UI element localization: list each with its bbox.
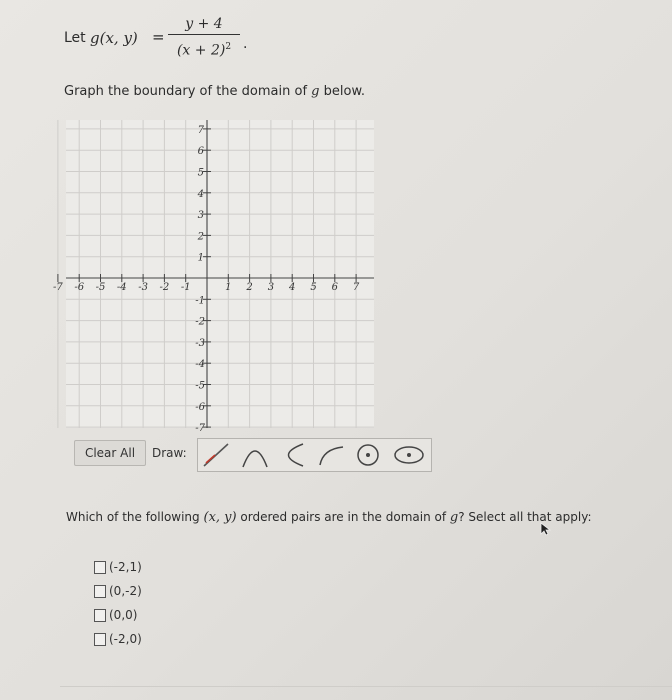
choice-item[interactable] — [94, 603, 142, 627]
x-tick-label: 5 — [310, 282, 317, 293]
function-lhs: g(x, y) — [90, 29, 138, 47]
mouse-cursor-icon — [540, 522, 552, 536]
x-tick-label: 7 — [352, 282, 360, 293]
choice-label: (0,-2) — [109, 584, 142, 598]
denominator-exponent: 2 — [225, 42, 232, 52]
instruction-text — [64, 84, 365, 99]
function-definition — [64, 14, 324, 70]
instruction-before: Graph the boundary of the domain of — [64, 84, 308, 99]
x-tick-label: -4 — [116, 282, 127, 293]
y-tick-label: -7 — [195, 423, 205, 435]
x-tick-label: -3 — [138, 282, 148, 293]
circle-icon[interactable] — [352, 441, 386, 469]
denominator — [168, 35, 240, 57]
draw-label: Draw: — [152, 446, 187, 460]
y-tick-label: 1 — [197, 252, 204, 264]
question-after: ? Select all that apply: — [458, 510, 592, 524]
question-before: Which of the following — [66, 510, 200, 524]
instruction-var: g — [311, 84, 320, 99]
choice-label: (0,0) — [109, 608, 138, 622]
y-tick-label: -6 — [195, 401, 205, 413]
question-var: g — [449, 510, 459, 525]
ellipse-icon[interactable] — [392, 441, 426, 469]
y-tick-label: 2 — [197, 231, 204, 243]
y-tick-label: -2 — [195, 316, 205, 328]
x-tick-label: 2 — [246, 282, 253, 293]
drawing-tools — [197, 438, 432, 472]
y-tick-label: 7 — [197, 124, 204, 136]
checkbox[interactable] — [94, 633, 106, 646]
parabola-left-icon[interactable] — [276, 441, 310, 469]
y-tick-label: -3 — [195, 337, 205, 349]
x-tick-label: -2 — [159, 282, 170, 293]
question-pair: (x, y) — [203, 510, 237, 525]
x-tick-label: 4 — [289, 282, 296, 293]
fraction — [168, 14, 240, 57]
instruction-after: below. — [323, 84, 366, 99]
checkbox[interactable] — [94, 609, 106, 622]
answer-choices — [94, 555, 142, 651]
question-middle: ordered pairs are in the domain of — [240, 510, 447, 524]
graph-background — [66, 120, 374, 428]
y-tick-label: -4 — [195, 359, 205, 371]
equals-sign: = — [152, 28, 165, 46]
choice-label: (-2,1) — [109, 560, 142, 574]
x-tick-label: 1 — [225, 282, 232, 293]
checkbox[interactable] — [94, 561, 106, 574]
y-tick-label: -5 — [195, 380, 205, 392]
y-tick-label: 5 — [197, 167, 204, 179]
y-tick-label: 4 — [197, 188, 204, 200]
checkbox[interactable] — [94, 585, 106, 598]
choice-item[interactable] — [94, 555, 142, 579]
denominator-base: (x + 2) — [176, 42, 226, 59]
x-tick-label: -5 — [95, 282, 106, 293]
x-tick-label: 6 — [331, 282, 338, 293]
clear-all-button[interactable]: Clear All — [74, 440, 146, 466]
choice-item[interactable] — [94, 627, 142, 651]
y-tick-label: -1 — [195, 295, 205, 307]
x-tick-label: -7 — [53, 282, 63, 293]
divider — [60, 686, 672, 687]
x-tick-label: -1 — [180, 282, 191, 293]
y-tick-label: 6 — [197, 146, 204, 158]
draw-toolbar — [74, 438, 434, 472]
graph-canvas[interactable] — [53, 112, 380, 436]
x-tick-label: 3 — [267, 282, 275, 293]
choice-item[interactable] — [94, 579, 142, 603]
parabola-up-icon[interactable] — [238, 441, 272, 469]
y-tick-label: 3 — [197, 210, 204, 222]
half-parabola-icon[interactable] — [314, 441, 348, 469]
period: . — [243, 36, 248, 52]
numerator: y + 4 — [185, 16, 223, 32]
question-text — [66, 510, 591, 525]
line-tool-icon[interactable] — [200, 441, 234, 469]
x-tick-label: -6 — [74, 282, 85, 293]
let-label: Let — [64, 30, 86, 46]
choice-label: (-2,0) — [109, 632, 142, 646]
